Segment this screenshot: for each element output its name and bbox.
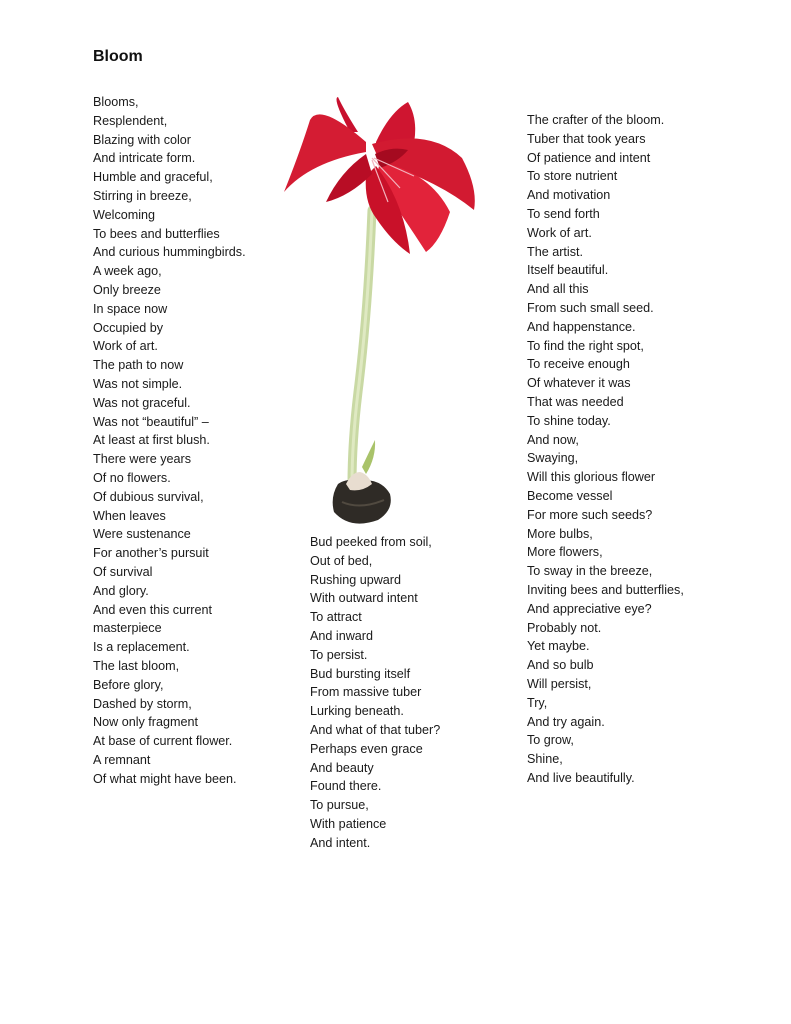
poem-left-line: Was not simple. xyxy=(93,376,183,391)
poem-right-line: More bulbs, xyxy=(527,526,593,541)
poem-right-line: To sway in the breeze, xyxy=(527,564,653,579)
poem-middle-line: From massive tuber xyxy=(310,685,422,700)
poem-right-line: And motivation xyxy=(527,188,611,203)
poem-right-line: And all this xyxy=(527,282,589,297)
poem-right-line: And try again. xyxy=(527,714,605,729)
poem-right-line: Inviting bees and butterflies, xyxy=(527,582,684,597)
poem-right-line: And live beautifully. xyxy=(527,770,635,785)
poem-left-line: Of what might have been. xyxy=(93,771,237,786)
poem-right-line: The artist. xyxy=(527,244,583,259)
poem-left-line: Was not graceful. xyxy=(93,395,191,410)
poem-left-line: At base of current flower. xyxy=(93,734,233,749)
poem-middle-line: And beauty xyxy=(310,760,374,775)
poem-middle-line: Lurking beneath. xyxy=(310,704,404,719)
poem-left-line: Blooms, xyxy=(93,95,139,109)
poem-middle-line: With outward intent xyxy=(310,591,418,606)
poem-left-line: Of survival xyxy=(93,564,153,579)
poem-left-line: And even this current xyxy=(93,602,213,617)
poem-right-line: Yet maybe. xyxy=(527,639,590,654)
poem-middle-line: Rushing upward xyxy=(310,572,402,587)
poem-left-line: Work of art. xyxy=(93,339,158,354)
poem-left-line: The last bloom, xyxy=(93,658,180,673)
poem-right-line: Work of art. xyxy=(527,225,592,240)
poem-middle-line: Out of bed, xyxy=(310,553,373,568)
poem-left-line: Of dubious survival, xyxy=(93,489,204,504)
poem-left-line: And glory. xyxy=(93,583,149,598)
poem-left-line: A week ago, xyxy=(93,264,162,279)
poem-left-line: Only breeze xyxy=(93,282,161,297)
poem-right-line: Tuber that took years xyxy=(527,131,646,146)
poem-left-line: And intricate form. xyxy=(93,151,196,166)
poem-middle-line: And intent. xyxy=(310,835,371,850)
poem-right-line: To shine today. xyxy=(527,413,611,428)
poem-left-line: There were years xyxy=(93,452,191,467)
poem-left-line: At least at first blush. xyxy=(93,433,210,448)
poem-right-line: To receive enough xyxy=(527,357,630,372)
amaryllis-flower-icon xyxy=(280,92,490,532)
poem-right-line: Of whatever it was xyxy=(527,376,631,391)
poem-right-line: To find the right spot, xyxy=(527,338,644,353)
poem-title: Bloom xyxy=(93,48,143,65)
poem-left-line: To bees and butterflies xyxy=(93,226,220,241)
poem-left-line: Dashed by storm, xyxy=(93,696,192,711)
poem-right-line: Shine, xyxy=(527,752,563,767)
poem-middle-line: To persist. xyxy=(310,647,368,662)
poem-left-line: Resplendent, xyxy=(93,113,168,128)
poem-left-line: Now only fragment xyxy=(93,715,198,730)
poem-left-line: Were sustenance xyxy=(93,527,191,542)
poem-right-line: To grow, xyxy=(527,733,574,748)
poem-right-line: And appreciative eye? xyxy=(527,601,652,616)
poem-right-line: Probably not. xyxy=(527,620,602,635)
poem-right-line: And happenstance. xyxy=(527,319,636,334)
poem-right-line: Itself beautiful. xyxy=(527,263,609,278)
poem-middle-line: To attract xyxy=(310,610,362,625)
poem-right-line: To send forth xyxy=(527,206,600,221)
poem-left-line: Occupied by xyxy=(93,320,164,335)
poem-left-line: Stirring in breeze, xyxy=(93,188,192,203)
poem-right-line: From such small seed. xyxy=(527,300,654,315)
poem-right-line: Swaying, xyxy=(527,451,579,466)
poem-right-line: Will this glorious flower xyxy=(527,470,656,485)
poem-right-line: And so bulb xyxy=(527,658,594,673)
poem-right-line: Become vessel xyxy=(527,488,613,503)
poem-left-line: A remnant xyxy=(93,752,151,767)
poem-right-line: The crafter of the bloom. xyxy=(527,113,665,127)
poem-right-line: Of patience and intent xyxy=(527,150,651,165)
poem-right-line: Try, xyxy=(527,695,548,710)
poem-left-line: Is a replacement. xyxy=(93,640,190,655)
poem-right-line: And now, xyxy=(527,432,579,447)
poem-middle-line: And what of that tuber? xyxy=(310,722,441,737)
poem-left-line: Before glory, xyxy=(93,677,164,692)
poem-column-right xyxy=(527,111,757,788)
poem-left-line: masterpiece xyxy=(93,621,162,636)
poem-right-line: More flowers, xyxy=(527,545,603,560)
poem-middle-line: Bud peeked from soil, xyxy=(310,535,432,549)
poem-right-line: Will persist, xyxy=(527,676,592,691)
poem-left-line: Was not “beautiful” – xyxy=(93,414,209,429)
poem-right-line: For more such seeds? xyxy=(527,507,653,522)
poem-left-line: Humble and graceful, xyxy=(93,170,213,185)
poem-middle-line: To pursue, xyxy=(310,798,369,813)
poem-right-line: To store nutrient xyxy=(527,169,618,184)
poem-left-line: In space now xyxy=(93,301,168,316)
poem-left-line: For another’s pursuit xyxy=(93,546,209,561)
poem-left-line: Blazing with color xyxy=(93,132,191,147)
poem-left-line: When leaves xyxy=(93,508,166,523)
poem-middle-line: Found there. xyxy=(310,779,382,794)
poem-middle-line: Perhaps even grace xyxy=(310,741,423,756)
poem-left-line: Welcoming xyxy=(93,207,156,222)
poem-middle-line: Bud bursting itself xyxy=(310,666,411,681)
poem-left-line: The path to now xyxy=(93,358,184,373)
poem-right-line: That was needed xyxy=(527,394,624,409)
poem-middle-line: And inward xyxy=(310,628,374,643)
poem-left-line: And curious hummingbirds. xyxy=(93,245,246,260)
poem-middle-line: With patience xyxy=(310,816,387,831)
poem-left-line: Of no flowers. xyxy=(93,470,171,485)
poem-column-middle xyxy=(310,533,540,853)
